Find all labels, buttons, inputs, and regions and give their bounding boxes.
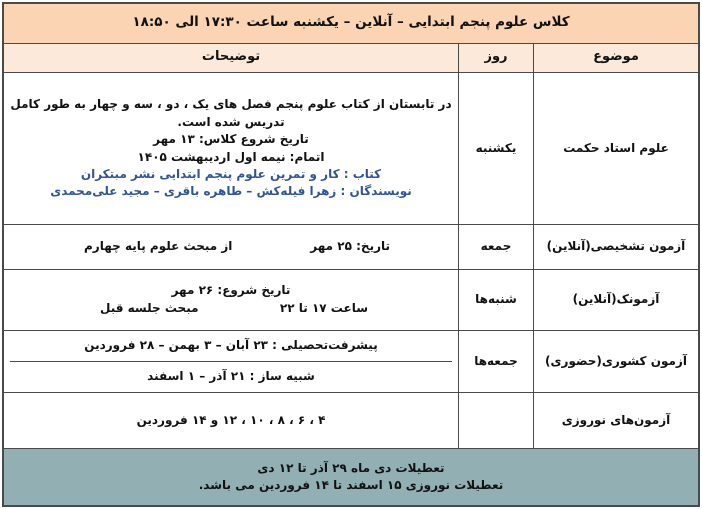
holidays-note bbox=[4, 449, 699, 506]
row-subject: آزمون تشخیصی(آنلاین) bbox=[534, 225, 699, 270]
mock-exam-dates: شبیه ساز : ۲۱ آذر – ۱ اسفند bbox=[10, 361, 452, 392]
progress-exam-dates: پیشرفت‌تحصیلی : ۲۳ آبان – ۳ بهمن – ۲۸ فروردین bbox=[84, 338, 378, 353]
row-description bbox=[4, 225, 459, 270]
table-row-science-class bbox=[4, 72, 699, 224]
row-description bbox=[4, 72, 459, 224]
schedule-sheet bbox=[2, 2, 700, 507]
authors-line: نویسندگان : زهرا فیله‌کش – طاهره باقری – مجید علی‌محمدی bbox=[50, 184, 412, 199]
book-line: کتاب : کار و تمرین علوم پنجم ابتدایی نشر مبتکران bbox=[80, 166, 382, 181]
exam-note: از مبحث علوم پایه چهارم bbox=[84, 239, 233, 254]
winter-holidays: تعطیلات دی ماه ۲۹ آذر تا ۱۲ دی bbox=[257, 460, 445, 475]
row-subject: آزمونک(آنلاین) bbox=[534, 269, 699, 330]
row-subject: آزمون کشوری(حضوری) bbox=[534, 330, 699, 393]
table-row-quiz bbox=[4, 269, 699, 330]
row-description bbox=[4, 330, 459, 393]
table-row-national-exam bbox=[4, 330, 699, 393]
description-line: تاریخ شروع کلاس: ۱۳ مهر bbox=[153, 132, 309, 147]
exam-date: تاریخ: ۲۵ مهر bbox=[310, 239, 390, 254]
page-title: کلاس علوم پنجم ابتدایی – آنلاین – یکشنبه ساعت ۱۷:۳۰ الی ۱۸:۵۰ bbox=[4, 4, 699, 44]
table-row-diagnostic-exam bbox=[4, 225, 699, 270]
title-row bbox=[4, 4, 699, 44]
row-subject: علوم استاد حکمت bbox=[534, 72, 699, 224]
description-line: در تابستان از کتاب علوم پنجم فصل های یک ، دو ، سه و چهار به طور کامل bbox=[10, 97, 452, 112]
row-day: جمعه bbox=[459, 225, 534, 270]
row-day bbox=[459, 393, 534, 449]
quiz-time: ساعت ۱۷ تا ۲۲ bbox=[279, 300, 368, 315]
header-subject: موضوع bbox=[534, 43, 699, 72]
nowruz-holidays: تعطیلات نوروزی ۱۵ اسفند تا ۱۴ فروردین می باشد. bbox=[198, 478, 504, 493]
nowruz-exam-dates: ۴ ، ۶ ، ۸ ، ۱۰ ، ۱۲ و ۱۴ فروردین bbox=[4, 393, 459, 449]
footer-row bbox=[4, 449, 699, 506]
row-day: یکشنبه bbox=[459, 72, 534, 224]
header-day: روز bbox=[459, 43, 534, 72]
table-row-nowruz-exams bbox=[4, 393, 699, 449]
row-description bbox=[4, 269, 459, 330]
quiz-start-date: تاریخ شروع: ۲۶ مهر bbox=[171, 283, 291, 298]
row-day: جمعه‌ها bbox=[459, 330, 534, 393]
row-subject: آزمون‌های نوروزی bbox=[534, 393, 699, 449]
schedule-table bbox=[3, 3, 699, 506]
row-day: شنبه‌ها bbox=[459, 269, 534, 330]
description-line: اتمام: نیمه اول اردیبهشت ۱۴۰۵ bbox=[137, 149, 325, 164]
header-description: توضیحات bbox=[4, 43, 459, 72]
header-row bbox=[4, 43, 699, 72]
description-line: تدریس شده است. bbox=[177, 114, 285, 129]
quiz-note: مبحث جلسه قبل bbox=[100, 300, 199, 315]
